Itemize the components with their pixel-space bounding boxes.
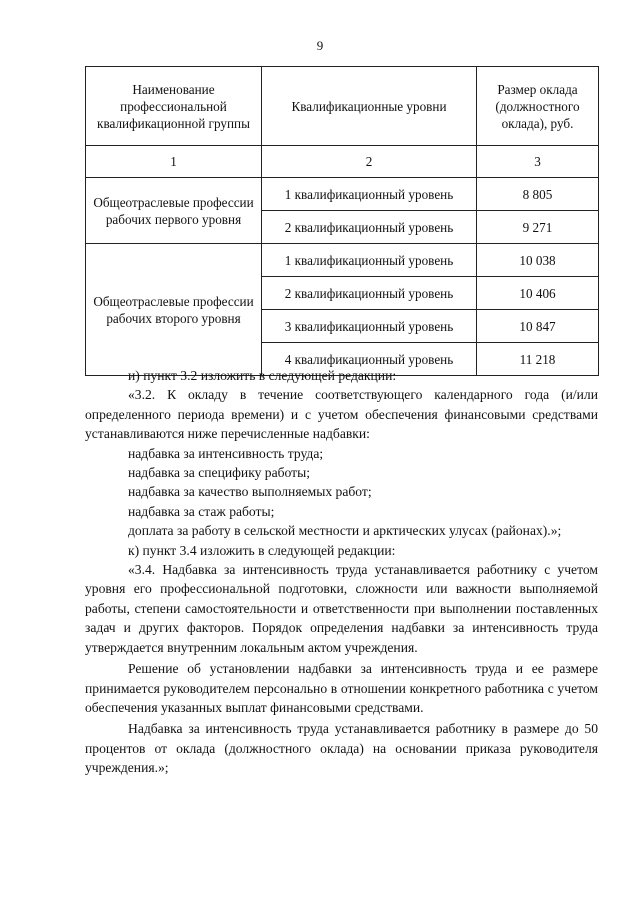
page-number: 9 <box>316 38 324 53</box>
paragraph: к) пункт 3.4 изложить в следующей редакции: <box>128 542 396 558</box>
column-number: 1 <box>86 146 262 178</box>
paragraph: Надбавка за интенсивность труда устанавливается работнику в размере до 50 процентов от оклада (должностного оклада) на основании приказа руководителя учреждения.»; <box>85 721 598 776</box>
salary-table <box>85 66 599 376</box>
level-cell: 2 квалификационный уровень <box>262 277 477 310</box>
salary-cell: 11 218 <box>477 343 599 376</box>
header-group-name: Наименование профессиональной квалификационной группы <box>86 67 262 146</box>
paragraph: и) пункт 3.2 изложить в следующей редакции: <box>128 368 397 383</box>
list-item: надбавка за специфику работы; <box>128 465 311 481</box>
group-name: Общеотраслевые профессии рабочих второго уровня <box>86 244 262 376</box>
table-row <box>86 244 599 277</box>
group-name: Общеотраслевые профессии рабочих первого уровня <box>86 178 262 244</box>
header-salary: Размер оклада (должностного оклада), руб. <box>477 67 599 146</box>
level-cell: 3 квалификационный уровень <box>262 310 477 343</box>
paragraph: «3.2. К окладу в течение соответствующего календарного года (и/или определенного периода времени) и с учетом обеспечения финансовыми средствами устанавливаются ниже перечисленные надбавки: <box>85 387 598 442</box>
salary-cell: 9 271 <box>477 211 599 244</box>
header-levels: Квалификационные уровни <box>262 67 477 146</box>
list-item: надбавка за стаж работы; <box>128 503 275 519</box>
list-item: надбавка за интенсивность труда; <box>128 445 324 461</box>
salary-cell: 10 406 <box>477 277 599 310</box>
salary-cell: 10 038 <box>477 244 599 277</box>
column-number: 2 <box>262 146 477 178</box>
column-number: 3 <box>477 146 599 178</box>
level-cell: 4 квалификационный уровень <box>262 343 477 376</box>
level-cell: 1 квалификационный уровень <box>262 178 477 211</box>
table-row <box>86 178 599 211</box>
document-body <box>85 366 598 778</box>
level-cell: 2 квалификационный уровень <box>262 211 477 244</box>
column-number-row <box>86 146 599 178</box>
paragraph: «3.4. Надбавка за интенсивность труда устанавливается работнику с учетом уровня его профессиональной подготовки, сложности или важности выполняемой работы, степени самостоятельности и ответственности при выполнении поставленных задач и других факторов. Порядок определения надбавки за интенсивность труда утверждается внутренним локальным актом учреждения. <box>85 562 598 655</box>
level-cell: 1 квалификационный уровень <box>262 244 477 277</box>
paragraph: Решение об установлении надбавки за интенсивность труда и ее размере принимается руководителем персонально в отношении конкретного работника с учетом обеспечения указанных выплат финансовыми средствами. <box>85 661 598 715</box>
table-header-row <box>86 67 599 146</box>
list-item: надбавка за качество выполняемых работ; <box>128 484 372 500</box>
list-item: доплата за работу в сельской местности и арктических улусах (районах).»; <box>128 523 562 539</box>
salary-cell: 10 847 <box>477 310 599 343</box>
salary-cell: 8 805 <box>477 178 599 211</box>
